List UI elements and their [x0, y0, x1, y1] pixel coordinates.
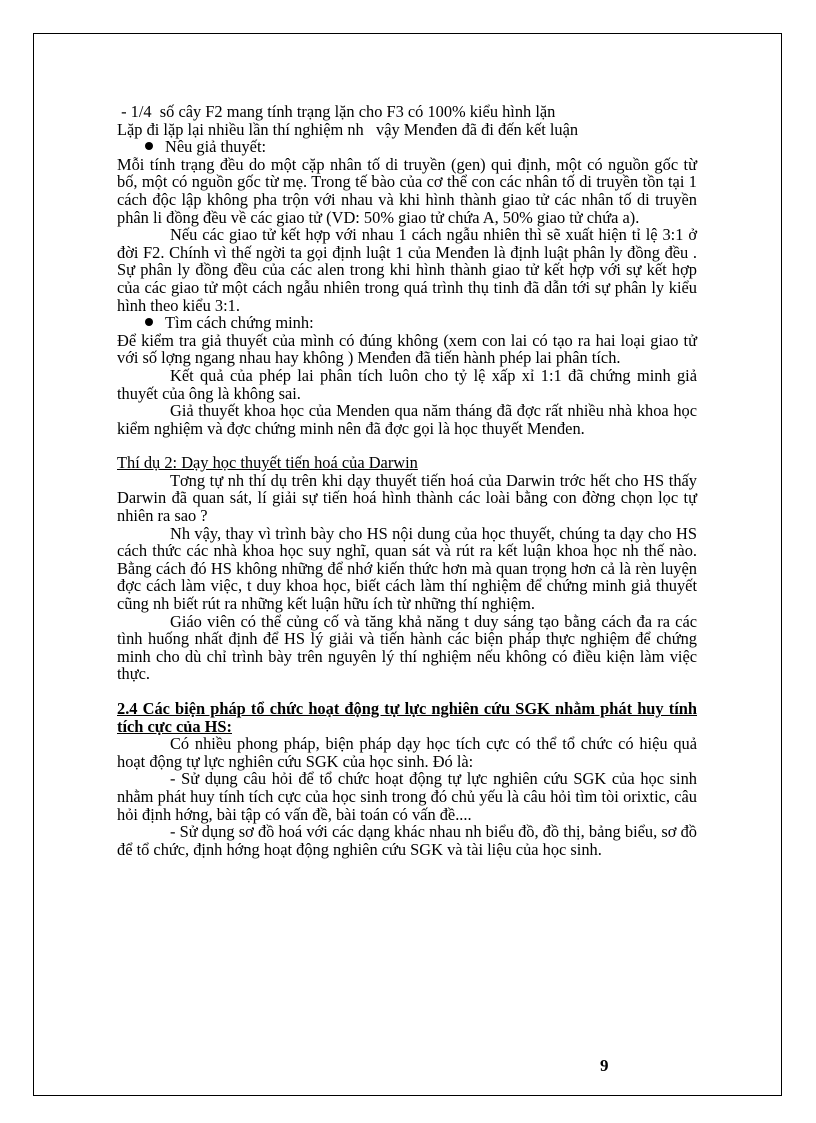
bullet-proof-label: Tìm cách chứng minh:: [165, 313, 314, 333]
paragraph-method: Nh vậy, thay vì trình bày cho HS nội dung của học thuyết, chúng ta dạy cho HS cách thức các nhà khoa học suy nghĩ, quan sát và rút ra kết luận khoa học nh thế nào. Bằng cách đó HS không những để nhớ kiến thức hơn mà quan trọng hơn cả là rèn luyện đợc cách làm việc, t duy khoa học, biết cách làm thí nghiệm để chứng minh giả thuyết cũng nh biết rút ra những kết luận hữu ích từ những thí nghiệm.: [117, 523, 697, 614]
paragraph-proof: Để kiểm tra giả thuyết của mình có đúng không (xem con lai có tạo ra hai loại giao tử với số lợng ngang nhau hay không ) Menđen đã tiến hành phép lai phân tích.: [117, 330, 697, 368]
paragraph-questions: - Sử dụng câu hỏi để tổ chức hoạt động tự lực nghiên cứu SGK của học sinh nhằm phát huy tính tích cực của học sinh trong đó chủ yếu là câu hỏi tìm tòi orixtic, câu hỏi định hớng, bài tập có vấn đề, bài toán có vấn đề....: [117, 769, 697, 824]
bullet-icon: [145, 142, 153, 150]
page-number: 9: [600, 1056, 609, 1075]
paragraph-measures: Có nhiều phong pháp, biện pháp dạy học tích cực có thể tổ chức có hiệu quả hoạt động tự lực nghiên cứu SGK của học sinh. Đó là:: [117, 734, 697, 771]
paragraph-result: Kết quả của phép lai phân tích luôn cho tỷ lệ xấp xỉ 1:1 đã chứng minh giả thuyết của ông là không sai.: [117, 365, 697, 403]
paragraph-scientists: Giả thuyết khoa học của Menden qua năm tháng đã đợc rất nhiều nhà khoa học kiểm nghiệm và đợc chứng minh nên đã đợc gọi là học thuyết Menđen.: [117, 401, 697, 438]
paragraph-hypothesis: Mỗi tính trạng đều do một cặp nhân tố di truyền (gen) qui định, một có nguồn gốc từ bố, một có nguồn gốc từ mẹ. Trong tế bào của cơ thể con các nhân tố di truyền tồn tại 1 cách độc lập không pha trộn với nhau và khi hình thành giao tử các nhân tố di truyền phân li đồng đều về các giao tử (VD: 50% giao tử chứa A, 50% giao tử chứa a).: [117, 154, 697, 227]
paragraph-darwin: Tơng tự nh thí dụ trên khi dạy thuyết tiến hoá của Darwin trớc hết cho HS thấy Darwin đã quan sát, lí giải sự tiến hoá hình thành các loài bằng con đờng chọn lọc tự nhiên ra sao ?: [117, 470, 697, 526]
example-2-title: Thí dụ 2: Dạy học thuyết tiến hoá của Darwin: [117, 453, 418, 473]
bullet-proof: [117, 314, 697, 332]
paragraph-diagrams: - Sử dụng sơ đồ hoá với các dạng khác nhau nh biểu đồ, đồ thị, bảng biểu, sơ đồ để tổ chức, định hớng hoạt động nghiên cứu SGK và tài liệu của học sinh.: [117, 822, 697, 859]
intro-line-2: Lặp đi lặp lại nhiều lần thí nghiệm nh vậy Menđen đã đi đến kết luận: [117, 119, 579, 139]
bullet-icon: [145, 318, 153, 326]
bullet-hypothesis-label: Nêu giả thuyết:: [165, 137, 267, 157]
intro-line-1: - 1/4 số cây F2 mang tính trạng lặn cho F3 có 100% kiểu hình lặn: [117, 102, 556, 121]
paragraph-random-combination: Nếu các giao tử kết hợp với nhau 1 cách ngẫu nhiên thì sẽ xuất hiện tỉ lệ 3:1 ở đời F2. Chính vì thế ngời ta gọi định luật 1 của Menđen là định luật phân ly đồng đều . Sự phân ly đồng đều của các alen trong khi hình thành giao tử kết hợp với sự kết hợp của các giao tử một cách ngẫu nhiên trong quá trình thụ tinh đã dẫn tới sự phân ly kiểu hình theo kiểu 3:1.: [117, 225, 697, 315]
bullet-hypothesis: [117, 138, 697, 156]
paragraph-teacher: Giáo viên có thể củng cố và tăng khả năng t duy sáng tạo bằng cách đa ra các tình huống nhất định để HS lý giải và tiến hành các biện pháp thực nghiệm để chứng minh cho dù chỉ trình bày trên nguyên lý thí nghiệm nếu không có điều kiện làm việc thực.: [117, 611, 697, 684]
section-heading-2-4: 2.4 Các biện pháp tổ chức hoạt động tự lực nghiên cứu SGK nhằm phát huy tính tích cực của HS:: [117, 699, 697, 736]
document-body: [117, 103, 697, 858]
